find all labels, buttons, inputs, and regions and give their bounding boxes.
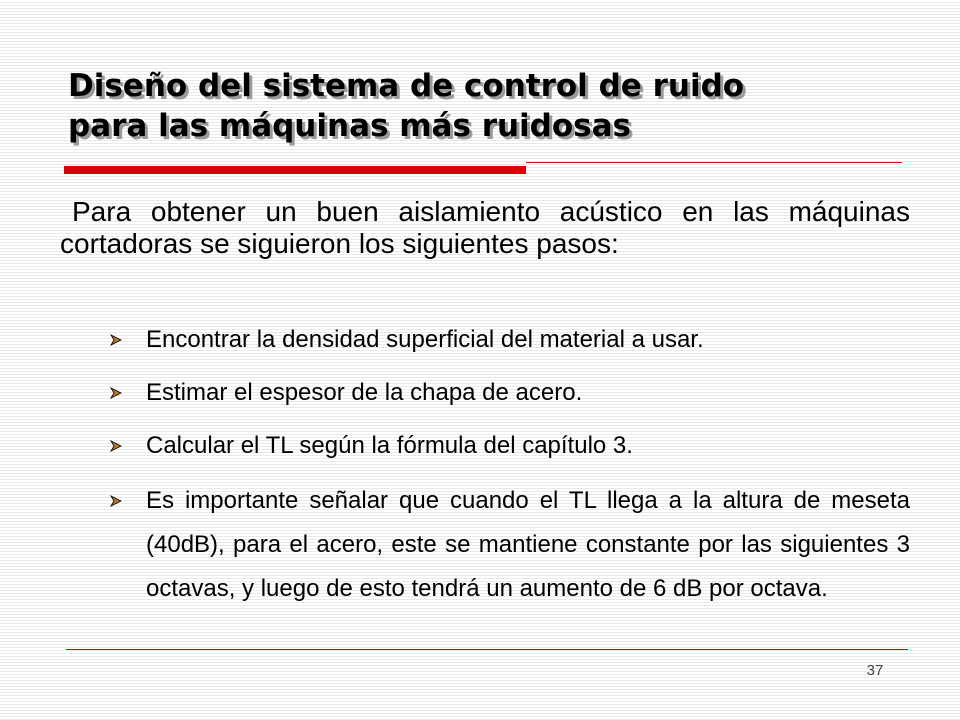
- list-item: [108, 428, 910, 464]
- list-item: [108, 322, 910, 358]
- list-item-text: Encontrar la densidad superficial del material a usar.: [146, 326, 704, 353]
- slide-title-line-1: Diseño del sistema de control de ruido: [68, 68, 745, 104]
- list-item-text: Estimar el espesor de la chapa de acero.: [146, 379, 583, 406]
- steps-list: [108, 322, 910, 628]
- list-item: [108, 479, 910, 611]
- list-item: [108, 375, 910, 411]
- title-divider-rule: [526, 162, 902, 163]
- list-item-text: Es importante señalar que cuando el TL llega a la altura de meseta (40dB), para el acero, este se mantiene constante por las siguientes 3 octavas, y luego de esto tendrá un aumento de 6 dB por octava.: [146, 487, 910, 602]
- arrowhead-bullet-icon: [110, 375, 124, 411]
- intro-paragraph: Para obtener un buen aislamiento acústico en las máquinas cortadoras se siguieron los siguientes pasos:: [60, 196, 910, 259]
- arrowhead-bullet-icon: [110, 322, 124, 358]
- footer-divider-rule: [66, 649, 908, 650]
- slide-title: [68, 66, 908, 146]
- page-number: 37: [866, 662, 884, 679]
- title-accent-bar: [64, 166, 526, 174]
- slide-title-line-2: para las máquinas más ruidosas: [68, 108, 631, 144]
- arrowhead-bullet-icon: [110, 428, 124, 464]
- arrowhead-bullet-icon: [110, 483, 124, 519]
- list-item-text: Calcular el TL según la fórmula del capítulo 3.: [146, 432, 633, 459]
